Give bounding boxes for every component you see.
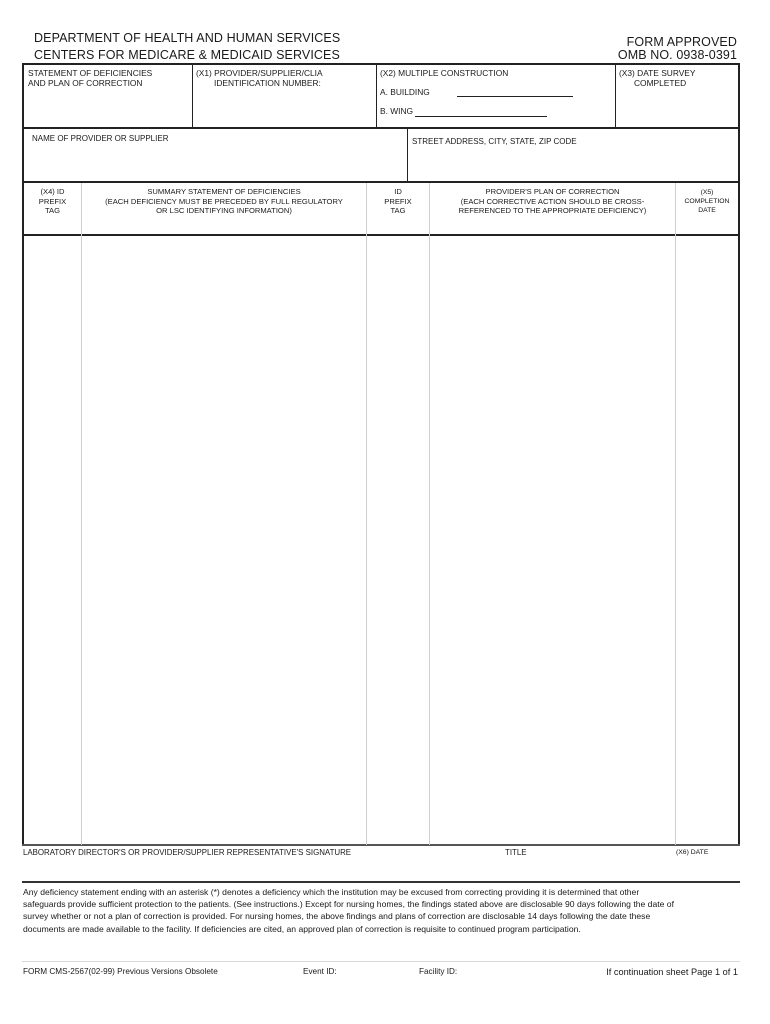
building-field[interactable] <box>457 96 573 97</box>
street-address-label: STREET ADDRESS, CITY, STATE, ZIP CODE <box>412 137 577 146</box>
col-header-line: DATE <box>698 207 716 214</box>
col-header-line: (X4) ID <box>40 187 65 196</box>
col-header-line: REFERENCED TO THE APPROPRIATE DEFICIENCY) <box>458 206 647 215</box>
table-col-divider-2 <box>366 183 367 845</box>
footer-divider <box>22 961 740 962</box>
x1-label-line2: IDENTIFICATION NUMBER: <box>214 78 321 88</box>
x2-label: (X2) MULTIPLE CONSTRUCTION <box>380 68 509 78</box>
form-approved-label: FORM APPROVED <box>626 35 737 49</box>
x4-tag-field[interactable] <box>26 240 78 840</box>
col-header-line: TAG <box>390 206 406 215</box>
provider-name-label: NAME OF PROVIDER OR SUPPLIER <box>32 134 169 143</box>
page-info: If continuation sheet Page 1 of 1 <box>606 967 738 977</box>
form-identifier: FORM CMS-2567(02-99) Previous Versions Obsolete <box>23 967 218 976</box>
summary-statement-field[interactable] <box>85 240 363 840</box>
signature-section-rule <box>22 881 740 883</box>
row2-divider <box>407 128 408 182</box>
event-id-label: Event ID: <box>303 967 337 976</box>
col-header-id-prefix-tag <box>367 187 429 216</box>
col-header-line: (X5) <box>700 189 714 196</box>
table-header-bottom-border <box>22 234 740 236</box>
col-header-line: PROVIDER'S PLAN OF CORRECTION <box>485 187 620 196</box>
col-header-line: SUMMARY STATEMENT OF DEFICIENCIES <box>147 187 301 196</box>
wing-label: B. WING <box>380 106 414 116</box>
x3-label-line1: (X3) DATE SURVEY <box>619 68 696 78</box>
row1-divider-2 <box>376 63 377 128</box>
agency-title-line1: DEPARTMENT OF HEALTH AND HUMAN SERVICES <box>34 31 341 45</box>
agency-title-line2: CENTERS FOR MEDICARE & MEDICAID SERVICES <box>34 48 340 62</box>
omb-number: OMB NO. 0938-0391 <box>617 48 737 62</box>
row1-divider-3 <box>615 63 616 128</box>
row1-divider-1 <box>192 63 193 128</box>
disclaimer-line: safeguards provide sufficient protection to the patients. (See instructions.) Except for nursing homes, the findings stated above are disclosable 90 days following the date of <box>23 899 674 910</box>
col-header-line: TAG <box>44 206 61 215</box>
col-header-x4-id-prefix-tag <box>24 187 81 216</box>
plan-of-correction-field[interactable] <box>433 240 671 840</box>
col-header-line: (EACH CORRECTIVE ACTION SHOULD BE CROSS- <box>460 196 645 206</box>
completion-date-field[interactable] <box>679 240 735 840</box>
wing-field[interactable] <box>415 116 547 117</box>
id-prefix-tag-field[interactable] <box>370 240 426 840</box>
row2-bottom-border <box>22 181 740 183</box>
multiple-construction-cell <box>380 68 612 126</box>
disclaimer-line: documents are made available to the facility. If deficiencies are cited, an approved plan of correction is requisite to continued program participation. <box>23 923 581 934</box>
frame-top-border <box>22 63 740 65</box>
table-bottom-border <box>22 844 740 846</box>
statement-label-line2: AND PLAN OF CORRECTION <box>28 78 143 88</box>
col-header-line: COMPLETION <box>684 198 730 205</box>
statement-of-deficiencies-cell <box>28 68 188 126</box>
x6-date-label: (X6) DATE <box>676 849 709 856</box>
street-address-cell[interactable] <box>412 137 734 179</box>
statement-label-line1: STATEMENT OF DEFICIENCIES <box>28 68 153 78</box>
row1-bottom-border <box>22 127 740 129</box>
signature-field[interactable] <box>23 860 493 880</box>
col-header-line: ID <box>394 187 402 196</box>
col-header-line: (EACH DEFICIENCY MUST BE PRECEDED BY FULL REGULATORY <box>105 196 343 206</box>
table-col-divider-4 <box>675 183 676 845</box>
table-col-divider-3 <box>429 183 430 845</box>
disclaimer-line: survey whether or not a plan of correction is provided. For nursing homes, the above findings and plans of correction are disclosable 14 days following the date these <box>23 911 651 922</box>
col-header-line: PREFIX <box>38 196 67 206</box>
title-label: TITLE <box>505 848 527 857</box>
disclaimer-paragraph <box>23 886 743 935</box>
col-header-x5-completion-date <box>676 188 738 215</box>
facility-id-label: Facility ID: <box>419 967 458 976</box>
title-field[interactable] <box>500 860 670 880</box>
disclaimer-line: Any deficiency statement ending with an asterisk (*) denotes a deficiency which the institution may be excused from correcting providing it is determined that other <box>23 887 640 897</box>
col-header-line: OR LSC IDENTIFYING INFORMATION) <box>156 206 292 215</box>
x1-label-line1: (X1) PROVIDER/SUPPLIER/CLIA <box>196 68 323 78</box>
table-col-divider-1 <box>81 183 82 845</box>
x6-date-field[interactable] <box>676 860 738 880</box>
col-header-summary-statement <box>82 187 366 216</box>
provider-name-cell[interactable] <box>32 134 402 179</box>
col-header-plan-of-correction <box>430 187 675 216</box>
x3-label-line2: COMPLETED <box>634 78 687 88</box>
col-header-line: PREFIX <box>384 196 412 206</box>
building-label: A. BUILDING <box>380 87 430 97</box>
date-survey-completed-cell[interactable] <box>619 68 737 126</box>
signature-label: LABORATORY DIRECTOR'S OR PROVIDER/SUPPLIER REPRESENTATIVE'S SIGNATURE <box>23 848 352 857</box>
provider-id-cell[interactable] <box>196 68 374 126</box>
